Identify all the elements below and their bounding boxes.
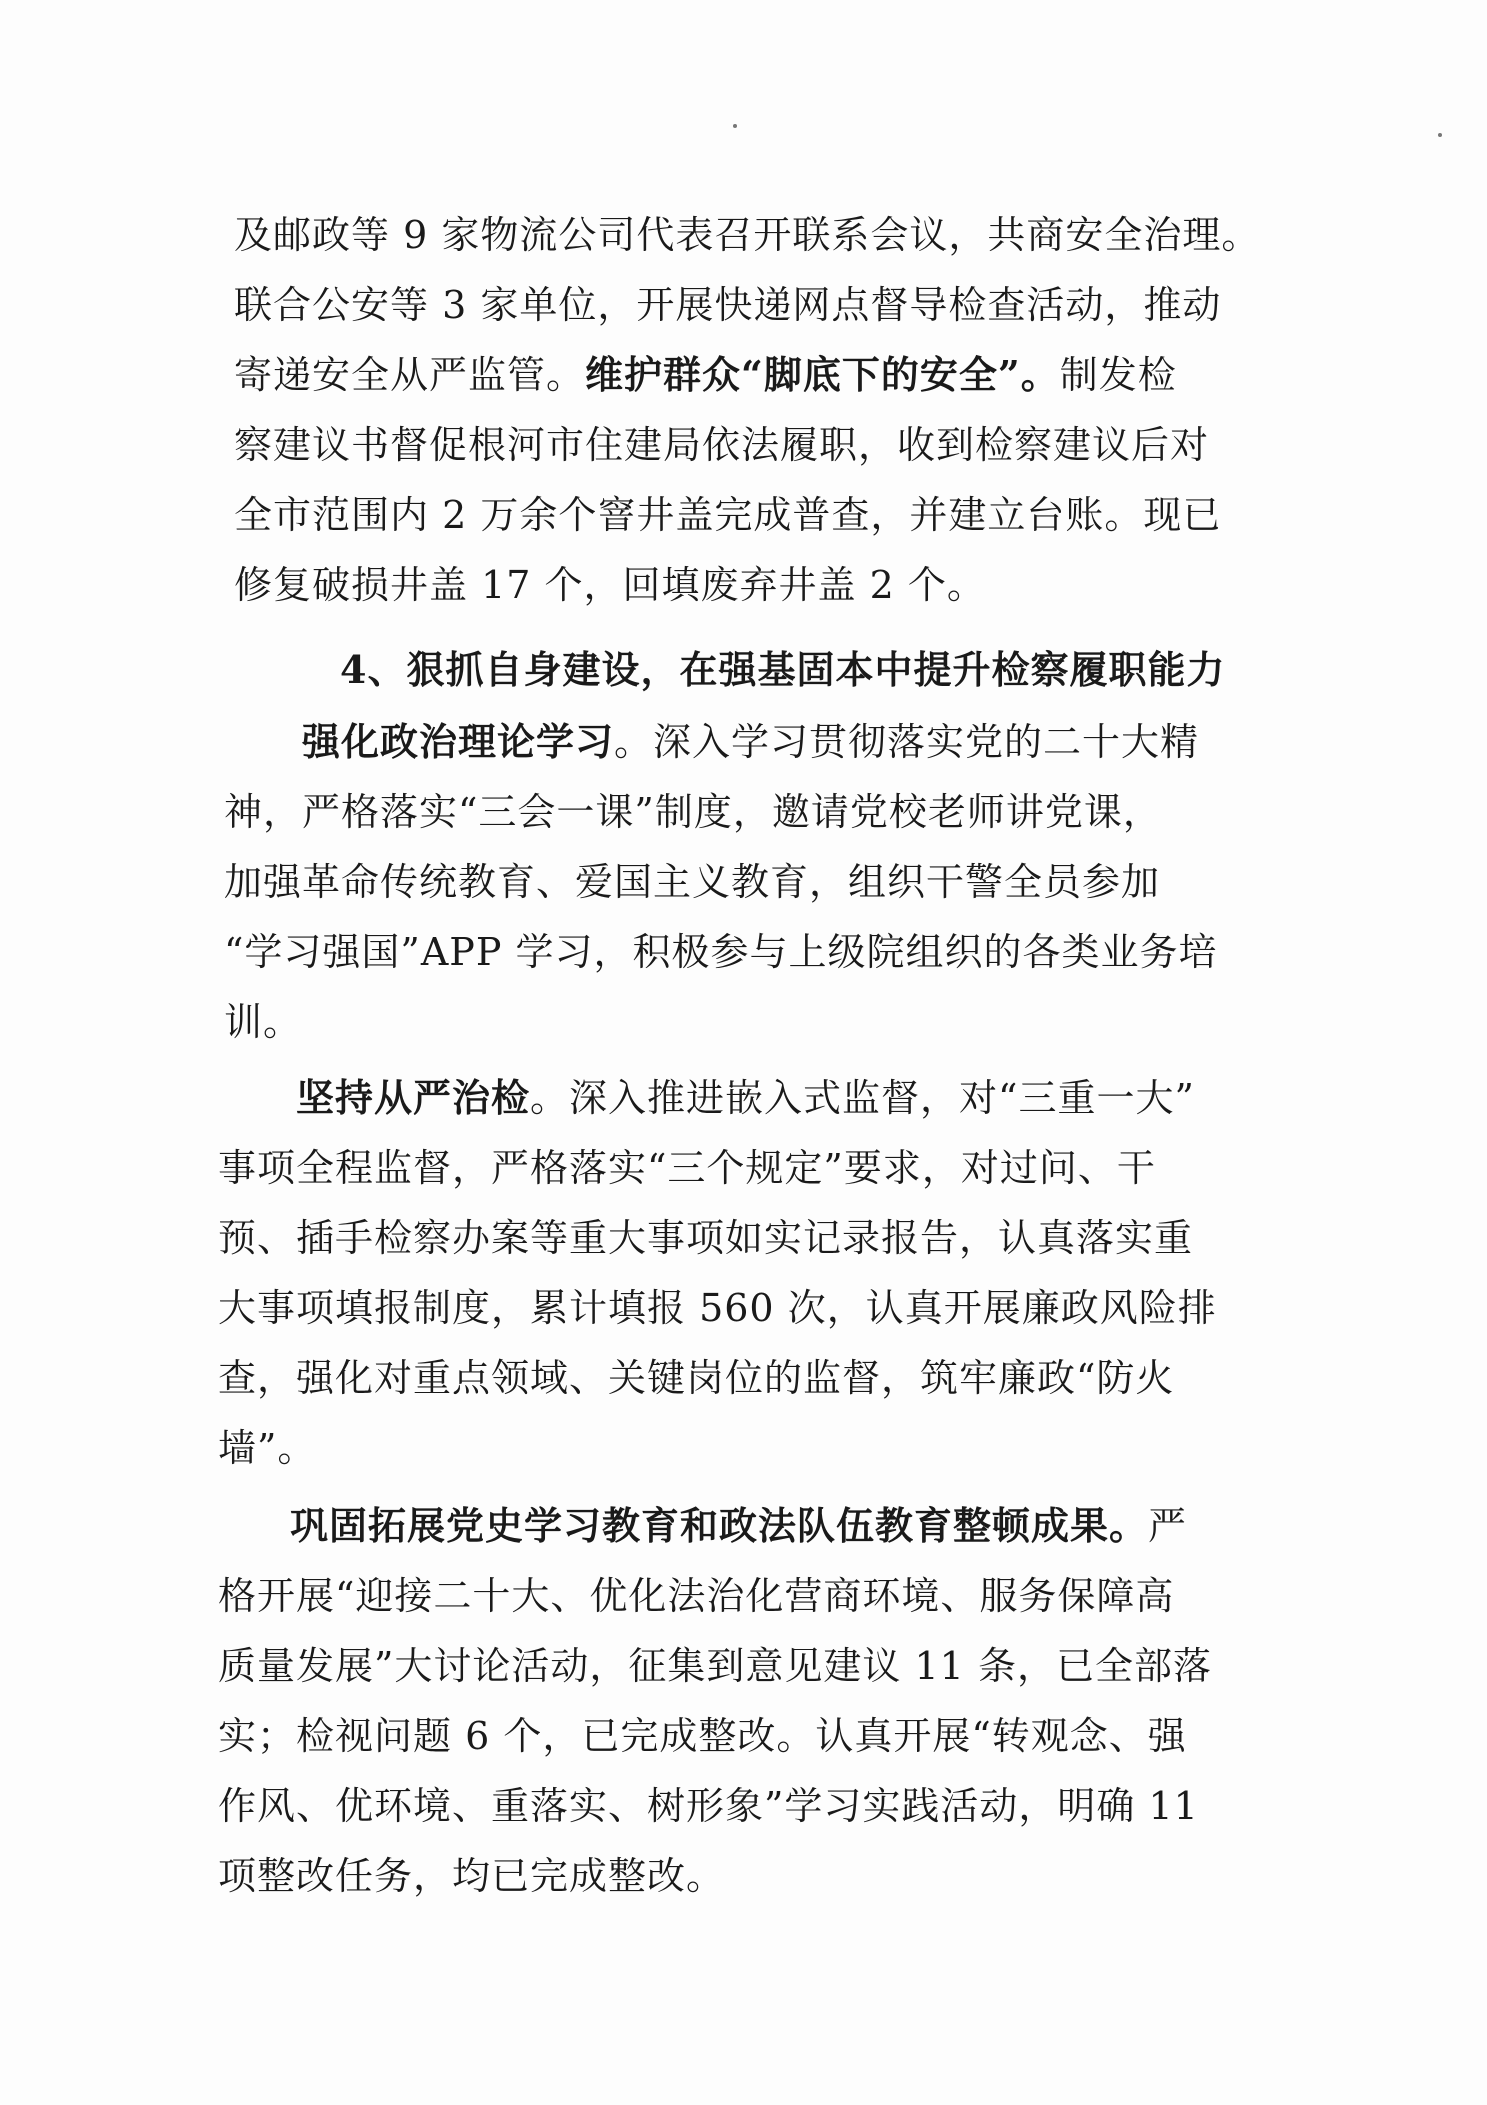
text-line: 训。 xyxy=(224,1000,303,1044)
text-line: 大事项填报制度，累计填报 560 次，认真开展廉政风险排 xyxy=(218,1286,1217,1330)
text-line: 修复破损井盖 17 个，回填废弃井盖 2 个。 xyxy=(234,563,986,607)
text-line: 项整改任务，均已完成整改。 xyxy=(218,1854,726,1898)
text-line: “学习强国”APP 学习，积极参与上级院组织的各类业务培 xyxy=(224,930,1218,974)
text-run: 寄递安全从严监管。 xyxy=(234,353,586,397)
text-line: 及邮政等 9 家物流公司代表召开联系会议，共商安全治理。 xyxy=(234,213,1261,257)
text-run: 制发检 xyxy=(1059,353,1177,397)
bold-run: 维护群众“脚底下的安全”。 xyxy=(585,352,1060,397)
text-line: 事项全程监督，严格落实“三个规定”要求，对过问、干 xyxy=(218,1146,1156,1190)
text-line xyxy=(296,1068,1195,1128)
bold-lead: 巩固拓展党史学习教育和政法队伍教育整顿成果。 xyxy=(290,1503,1149,1548)
text-line: 预、插手检察办案等重大事项如实记录报告，认真落实重 xyxy=(218,1216,1194,1260)
section-heading: 4、狠抓自身建设，在强基固本中提升检察履职能力 xyxy=(340,647,1226,692)
text-line: 质量发展”大讨论活动，征集到意见建议 11 条，已全部落 xyxy=(218,1644,1212,1688)
text-line: 实；检视问题 6 个，已完成整改。认真开展“转观念、强 xyxy=(218,1714,1187,1758)
bold-lead: 坚持从严治检 xyxy=(296,1075,531,1120)
text-line: 格开展“迎接二十大、优化法治化营商环境、服务保障高 xyxy=(218,1574,1175,1618)
text-line: 联合公安等 3 家单位，开展快递网点督导检查活动，推动 xyxy=(234,283,1222,327)
scan-speck xyxy=(733,124,737,128)
bold-lead: 强化政治理论学习 xyxy=(302,719,615,764)
text-line: 墙”。 xyxy=(218,1426,317,1470)
text-line: 作风、优环境、重落实、树形象”学习实践活动，明确 11 xyxy=(218,1784,1199,1828)
text-run: 。深入推进嵌入式监督，对“三重一大” xyxy=(530,1076,1195,1120)
text-line: 神，严格落实“三会一课”制度，邀请党校老师讲党课， xyxy=(224,790,1162,834)
text-line: 全市范围内 2 万余个窨井盖完成普查，并建立台账。现已 xyxy=(234,493,1222,537)
text-line xyxy=(234,345,1177,405)
text-run: 严 xyxy=(1148,1504,1188,1548)
text-line: 加强革命传统教育、爱国主义教育，组织干警全员参加 xyxy=(224,860,1161,904)
text-line xyxy=(290,1496,1187,1556)
text-line: 察建议书督促根河市住建局依法履职，收到检察建议后对 xyxy=(234,423,1210,467)
text-run: 。深入学习贯彻落实党的二十大精 xyxy=(614,720,1200,764)
text-line: 查，强化对重点领域、关键岗位的监督，筑牢廉政“防火 xyxy=(218,1356,1175,1400)
text-line xyxy=(302,712,1199,772)
scan-speck xyxy=(1438,133,1442,137)
